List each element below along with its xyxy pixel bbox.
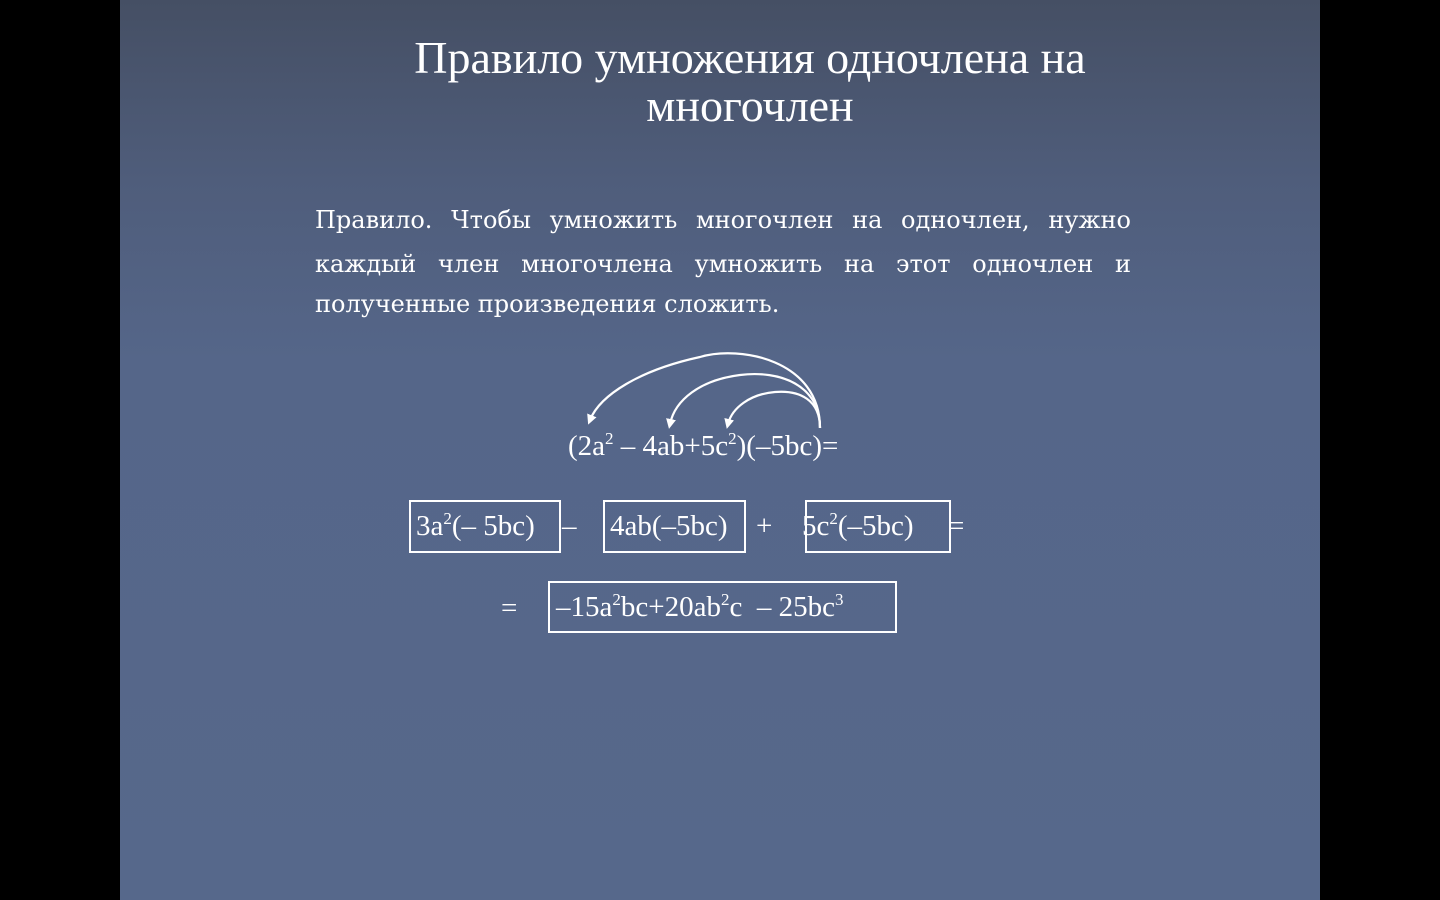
result-term-2: bc+20ab <box>620 591 721 623</box>
rule-line-3: полученные произведения сложить. <box>315 290 780 318</box>
expression-middle: – 4ab+5c <box>613 430 729 462</box>
product-2: 4ab(–5bc) <box>610 510 728 542</box>
expression-open: (2a <box>568 430 606 462</box>
rule-line-1: Правило. Чтобы умножить многочлен на одночлен, нужно <box>315 206 1131 234</box>
expression-exp-1: 2 <box>605 429 614 448</box>
operator-plus: + <box>756 510 773 542</box>
result-exp-2: 2 <box>720 590 730 609</box>
product-3-rest: (–5bc) <box>837 510 914 542</box>
slide-title: Правило умножения одночлена на многочлен <box>414 32 1086 131</box>
product-1 <box>416 510 535 542</box>
result-term-3: c – 25bc <box>729 591 835 623</box>
result-term-1: –15a <box>556 591 613 623</box>
operator-minus: – <box>562 510 577 542</box>
product-3-base: 5c <box>802 510 830 542</box>
expression <box>568 430 838 462</box>
product-3 <box>802 510 914 542</box>
result <box>556 591 843 623</box>
rule-line-2: каждый член многочлена умножить на этот одночлен и <box>315 250 1131 278</box>
result-exp-1: 2 <box>612 590 621 609</box>
product-3-exp: 2 <box>829 509 838 528</box>
product-1-base: 3a <box>416 510 444 542</box>
result-equals: = <box>501 592 518 624</box>
result-exp-3: 3 <box>834 590 844 609</box>
product-1-exp: 2 <box>443 509 452 528</box>
expression-exp-2: 2 <box>728 429 737 448</box>
operator-equals: = <box>948 510 965 542</box>
product-1-rest: (– 5bc) <box>451 510 535 542</box>
expression-close: )(–5bc)= <box>736 430 839 462</box>
arrow-to-term-3 <box>728 392 820 428</box>
arrow-to-term-1 <box>590 353 820 428</box>
slide <box>120 0 1320 900</box>
